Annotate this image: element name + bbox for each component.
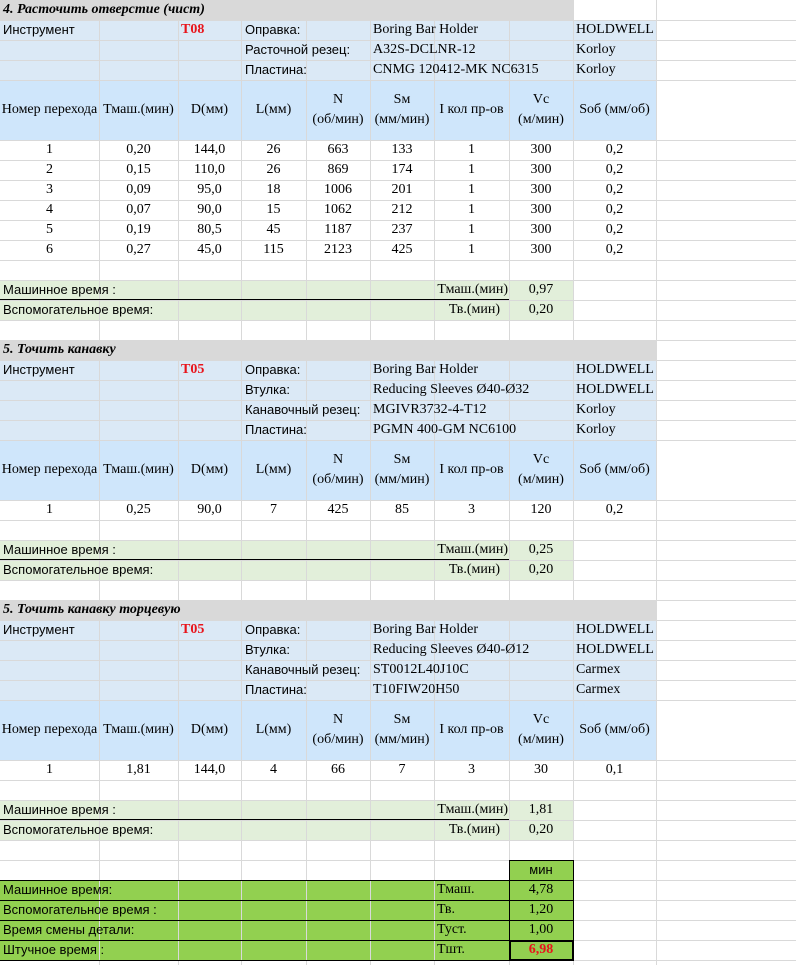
cell-d: 90,0 <box>197 202 222 217</box>
section-title: 4. Расточить отверстие (чист) <box>3 2 205 17</box>
header-l: L(мм) <box>255 102 292 117</box>
cell-tmash: 0,09 <box>126 182 151 197</box>
cell-tmash: 0,20 <box>126 142 151 157</box>
cell-sob: 0,2 <box>605 182 624 197</box>
tool-name: Boring Bar Holder <box>373 622 478 637</box>
cell-sm: 133 <box>391 142 413 157</box>
header-d: D(мм) <box>190 102 229 117</box>
summary-label: Машинное время: <box>3 882 113 897</box>
tool-name: PGMN 400-GM NC6100 <box>373 422 517 437</box>
cell-passes: 3 <box>468 762 475 777</box>
header-d: D(мм) <box>190 462 229 477</box>
summary-symbol: Туст. <box>437 922 467 937</box>
header-sob: Sоб (мм/об) <box>579 722 650 737</box>
cell-d: 45,0 <box>197 242 222 257</box>
summary-label: Вспомогательное время : <box>3 902 157 917</box>
tool-name: ST0012L40J10C <box>373 662 469 677</box>
tool-name: Reducing Sleeves Ø40-Ø32 <box>373 382 530 397</box>
tmash-label: Тмаш.(мин) <box>437 802 508 817</box>
header-step: Номер перехода <box>1 722 98 737</box>
tool-maker: Korloy <box>576 422 616 437</box>
tool-maker: Korloy <box>576 402 616 417</box>
tool-label: Расточной резец: <box>245 42 351 57</box>
tool-code: T08 <box>181 22 205 37</box>
tool-maker: HOLDWELL <box>576 382 654 397</box>
header-vc-unit: (м/мин) <box>518 472 564 487</box>
tool-label: Пластина: <box>245 682 307 697</box>
header-n: N <box>332 452 344 467</box>
cell-sm: 174 <box>391 162 413 177</box>
aux-time-value: 0,20 <box>528 822 554 837</box>
summary-value: 1,20 <box>528 902 554 917</box>
cell-n: 1062 <box>324 202 352 217</box>
cell-sm: 201 <box>391 182 413 197</box>
cell-l: 4 <box>270 762 277 777</box>
header-sm: Sм <box>393 712 411 727</box>
header-d: D(мм) <box>190 722 229 737</box>
tool-maker: HOLDWELL <box>576 642 654 657</box>
cell-vc: 300 <box>530 242 552 257</box>
header-n: N <box>332 712 344 727</box>
cell-vc: 300 <box>530 162 552 177</box>
header-n: N <box>332 92 344 107</box>
cell-l: 7 <box>270 502 277 517</box>
summary-symbol: Тв. <box>437 902 455 917</box>
cell-d: 144,0 <box>193 142 226 157</box>
cell-sob: 0,2 <box>605 222 624 237</box>
cell-d: 95,0 <box>197 182 222 197</box>
cell-step: 6 <box>46 242 53 257</box>
cell-n: 2123 <box>324 242 352 257</box>
cell-n: 1187 <box>324 222 352 237</box>
cell-n: 66 <box>331 762 345 777</box>
summary-label: Штучное время : <box>3 942 105 957</box>
cell-l: 45 <box>266 222 281 237</box>
cell-tmash: 0,19 <box>126 222 151 237</box>
aux-time-label: Вспомогательное время: <box>3 302 154 317</box>
cell-step: 4 <box>46 202 53 217</box>
tv-label: Тв.(мин) <box>448 302 500 317</box>
machine-time-label: Машинное время : <box>3 802 116 817</box>
summary-value: 4,78 <box>528 882 554 897</box>
tool-name: Boring Bar Holder <box>373 362 478 377</box>
section-title: 5. Точить канавку торцевую <box>3 602 181 617</box>
cell-d: 144,0 <box>193 762 226 777</box>
tmash-label: Тмаш.(мин) <box>437 282 508 297</box>
tool-name: Reducing Sleeves Ø40-Ø12 <box>373 642 530 657</box>
total-time-value: 6,98 <box>528 942 554 957</box>
instrument-label: Инструмент <box>3 362 75 377</box>
header-passes: I кол пр-ов <box>439 462 504 477</box>
cell-sm: 85 <box>395 502 409 517</box>
tool-label: Оправка: <box>245 362 301 377</box>
cell-sm: 425 <box>391 242 413 257</box>
tool-label: Пластина: <box>245 422 307 437</box>
cell-tmash: 0,15 <box>126 162 151 177</box>
tool-name: T10FIW20H50 <box>373 682 460 697</box>
cell-sm: 7 <box>398 762 406 777</box>
cell-sob: 0,2 <box>605 162 624 177</box>
tool-maker: HOLDWELL <box>576 362 654 377</box>
cell-l: 15 <box>266 202 281 217</box>
cell-vc: 300 <box>530 182 552 197</box>
machine-time-label: Машинное время : <box>3 542 116 557</box>
cell-sob: 0,2 <box>605 202 624 217</box>
machine-time-value: 0,97 <box>528 282 554 297</box>
header-vc-unit: (м/мин) <box>518 732 564 747</box>
section-title: 5. Точить канавку <box>3 342 116 357</box>
header-tmash: Тмаш.(мин) <box>103 722 174 737</box>
tool-name: MGIVR3732-4-T12 <box>373 402 487 417</box>
cell-n: 869 <box>327 162 349 177</box>
aux-time-label: Вспомогательное время: <box>3 562 154 577</box>
header-l: L(мм) <box>255 722 292 737</box>
tool-maker: Korloy <box>576 42 616 57</box>
machine-time-value: 0,25 <box>528 542 554 557</box>
header-passes: I кол пр-ов <box>439 102 504 117</box>
header-sob: Sоб (мм/об) <box>579 102 650 117</box>
summary-symbol: Тшт. <box>437 942 465 957</box>
header-vc-unit: (м/мин) <box>518 112 564 127</box>
cell-step: 1 <box>46 502 53 517</box>
cell-passes: 1 <box>468 182 475 197</box>
cell-passes: 1 <box>468 162 475 177</box>
machine-time-label: Машинное время : <box>3 282 116 297</box>
tool-label: Оправка: <box>245 22 301 37</box>
cell-sob: 0,2 <box>605 502 624 517</box>
tool-maker: HOLDWELL <box>576 622 654 637</box>
header-vc: Vc <box>532 452 550 467</box>
cell-d: 90,0 <box>197 502 222 517</box>
aux-time-value: 0,20 <box>528 562 554 577</box>
cell-l: 26 <box>266 142 281 157</box>
tmash-label: Тмаш.(мин) <box>437 542 508 557</box>
summary-unit: мин <box>529 862 553 877</box>
tool-label: Канавочный резец: <box>245 662 361 677</box>
tool-label: Втулка: <box>245 642 290 657</box>
tool-maker: Korloy <box>576 62 616 77</box>
cell-step: 3 <box>46 182 53 197</box>
cell-d: 80,5 <box>197 222 222 237</box>
cell-tmash: 0,25 <box>126 502 151 517</box>
tv-label: Тв.(мин) <box>448 562 500 577</box>
cell-sob: 0,2 <box>605 242 624 257</box>
cell-step: 5 <box>46 222 53 237</box>
cell-l: 26 <box>266 162 281 177</box>
header-sm-unit: (мм/мин) <box>374 112 430 127</box>
header-tmash: Тмаш.(мин) <box>103 462 174 477</box>
summary-symbol: Тмаш. <box>437 882 475 897</box>
header-step: Номер перехода <box>1 462 98 477</box>
cell-sob: 0,2 <box>605 142 624 157</box>
tool-name: Boring Bar Holder <box>373 22 478 37</box>
cell-n: 663 <box>327 142 349 157</box>
cell-step: 2 <box>46 162 53 177</box>
tool-maker: Carmex <box>576 682 621 697</box>
header-passes: I кол пр-ов <box>439 722 504 737</box>
header-sm: Sм <box>393 92 411 107</box>
cell-vc: 300 <box>530 222 552 237</box>
aux-time-label: Вспомогательное время: <box>3 822 154 837</box>
cell-vc: 300 <box>530 142 552 157</box>
summary-value: 1,00 <box>528 922 554 937</box>
header-sm: Sм <box>393 452 411 467</box>
cell-vc: 300 <box>530 202 552 217</box>
cell-step: 1 <box>46 142 53 157</box>
header-sob: Sоб (мм/об) <box>579 462 650 477</box>
header-sm-unit: (мм/мин) <box>374 732 430 747</box>
header-n-unit: (об/мин) <box>312 472 364 487</box>
tool-label: Канавочный резец: <box>245 402 361 417</box>
header-tmash: Тмаш.(мин) <box>103 102 174 117</box>
tool-name: A32S-DCLNR-12 <box>373 42 476 57</box>
header-l: L(мм) <box>255 462 292 477</box>
header-step: Номер перехода <box>1 102 98 117</box>
aux-time-value: 0,20 <box>528 302 554 317</box>
cell-tmash: 0,27 <box>126 242 151 257</box>
cell-passes: 1 <box>468 222 475 237</box>
cell-sob: 0,1 <box>605 762 624 777</box>
instrument-label: Инструмент <box>3 622 75 637</box>
tool-maker: HOLDWELL <box>576 22 654 37</box>
header-sm-unit: (мм/мин) <box>374 472 430 487</box>
tool-label: Пластина: <box>245 62 307 77</box>
header-vc: Vc <box>532 92 550 107</box>
tool-maker: Carmex <box>576 662 621 677</box>
cell-passes: 3 <box>468 502 475 517</box>
cell-sm: 212 <box>391 202 413 217</box>
cell-passes: 1 <box>468 202 475 217</box>
cell-n: 425 <box>327 502 349 517</box>
cell-tmash: 1,81 <box>126 762 151 777</box>
summary-label: Время смены детали: <box>3 922 135 937</box>
cell-l: 115 <box>263 242 284 257</box>
tv-label: Тв.(мин) <box>448 822 500 837</box>
cell-l: 18 <box>266 182 281 197</box>
tool-code: T05 <box>181 622 205 637</box>
cell-passes: 1 <box>468 142 475 157</box>
instrument-label: Инструмент <box>3 22 75 37</box>
tool-name: CNMG 120412-MK NC6315 <box>373 62 539 77</box>
header-n-unit: (об/мин) <box>312 732 364 747</box>
cell-vc: 30 <box>534 762 548 777</box>
tool-code: T05 <box>181 362 205 377</box>
cell-d: 110,0 <box>194 162 225 177</box>
cell-step: 1 <box>46 762 53 777</box>
cell-vc: 120 <box>530 502 552 517</box>
cell-sm: 237 <box>391 222 413 237</box>
tool-label: Оправка: <box>245 622 301 637</box>
tool-label: Втулка: <box>245 382 290 397</box>
machine-time-value: 1,81 <box>528 802 554 817</box>
cell-passes: 1 <box>468 242 475 257</box>
cell-n: 1006 <box>324 182 352 197</box>
cell-tmash: 0,07 <box>126 202 151 217</box>
header-vc: Vc <box>532 712 550 727</box>
header-n-unit: (об/мин) <box>312 112 364 127</box>
